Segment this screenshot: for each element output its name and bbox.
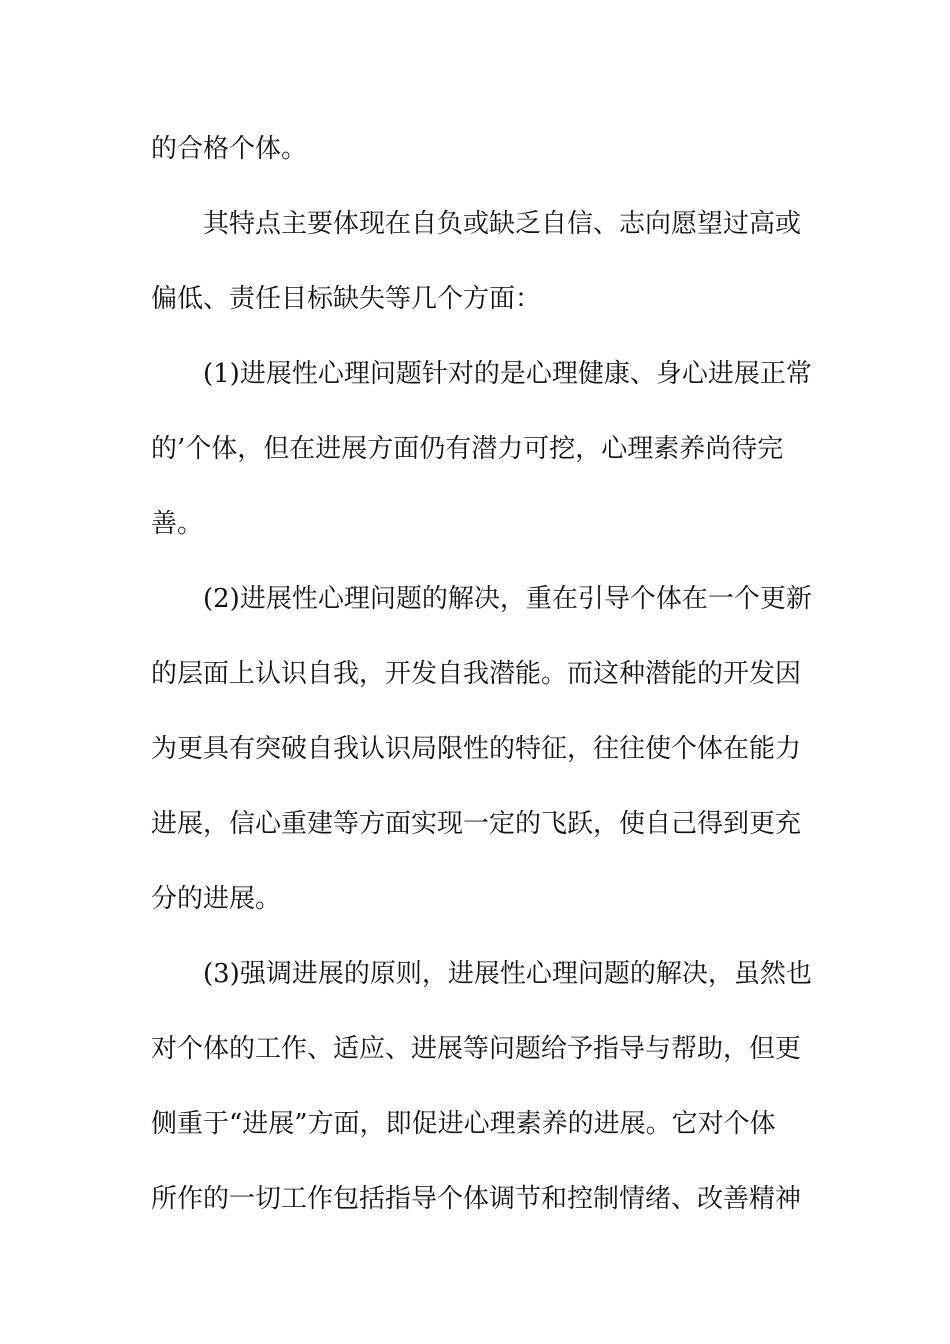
text-line: 所作的一切工作包括指导个体调节和控制情绪、改善精神 — [151, 1184, 802, 1214]
text-line: (1)进展性心理问题针对的是心理健康、身心进展正常 — [203, 359, 812, 389]
text-line: 侧重于“进展”方面，即促进心理素养的进展。它对个体 — [151, 1109, 776, 1139]
text-line: 偏低、责任目标缺失等几个方面： — [151, 284, 542, 314]
text-line: 分的进展。 — [151, 884, 282, 914]
text-line: 的’个体，但在进展方面仍有潜力可挖，心理素养尚待完 — [151, 434, 784, 464]
text-line: 为更具有突破自我认识局限性的特征，往往使个体在能力 — [151, 734, 802, 764]
text-line: 其特点主要体现在自负或缺乏自信、志向愿望过高或 — [203, 209, 802, 239]
text-line: 进展，信心重建等方面实现一定的飞跃，使自己得到更充 — [151, 809, 802, 839]
text-line: 的层面上认识自我，开发自我潜能。而这种潜能的开发因 — [151, 659, 802, 689]
text-line: 对个体的工作、适应、进展等问题给予指导与帮助，但更 — [151, 1034, 802, 1064]
text-line: (2)进展性心理问题的解决，重在引导个体在一个更新 — [203, 584, 812, 614]
text-line: (3)强调进展的原则，进展性心理问题的解决，虽然也 — [203, 959, 812, 989]
text-line: 的合格个体。 — [151, 134, 308, 164]
text-line: 善。 — [151, 509, 204, 539]
